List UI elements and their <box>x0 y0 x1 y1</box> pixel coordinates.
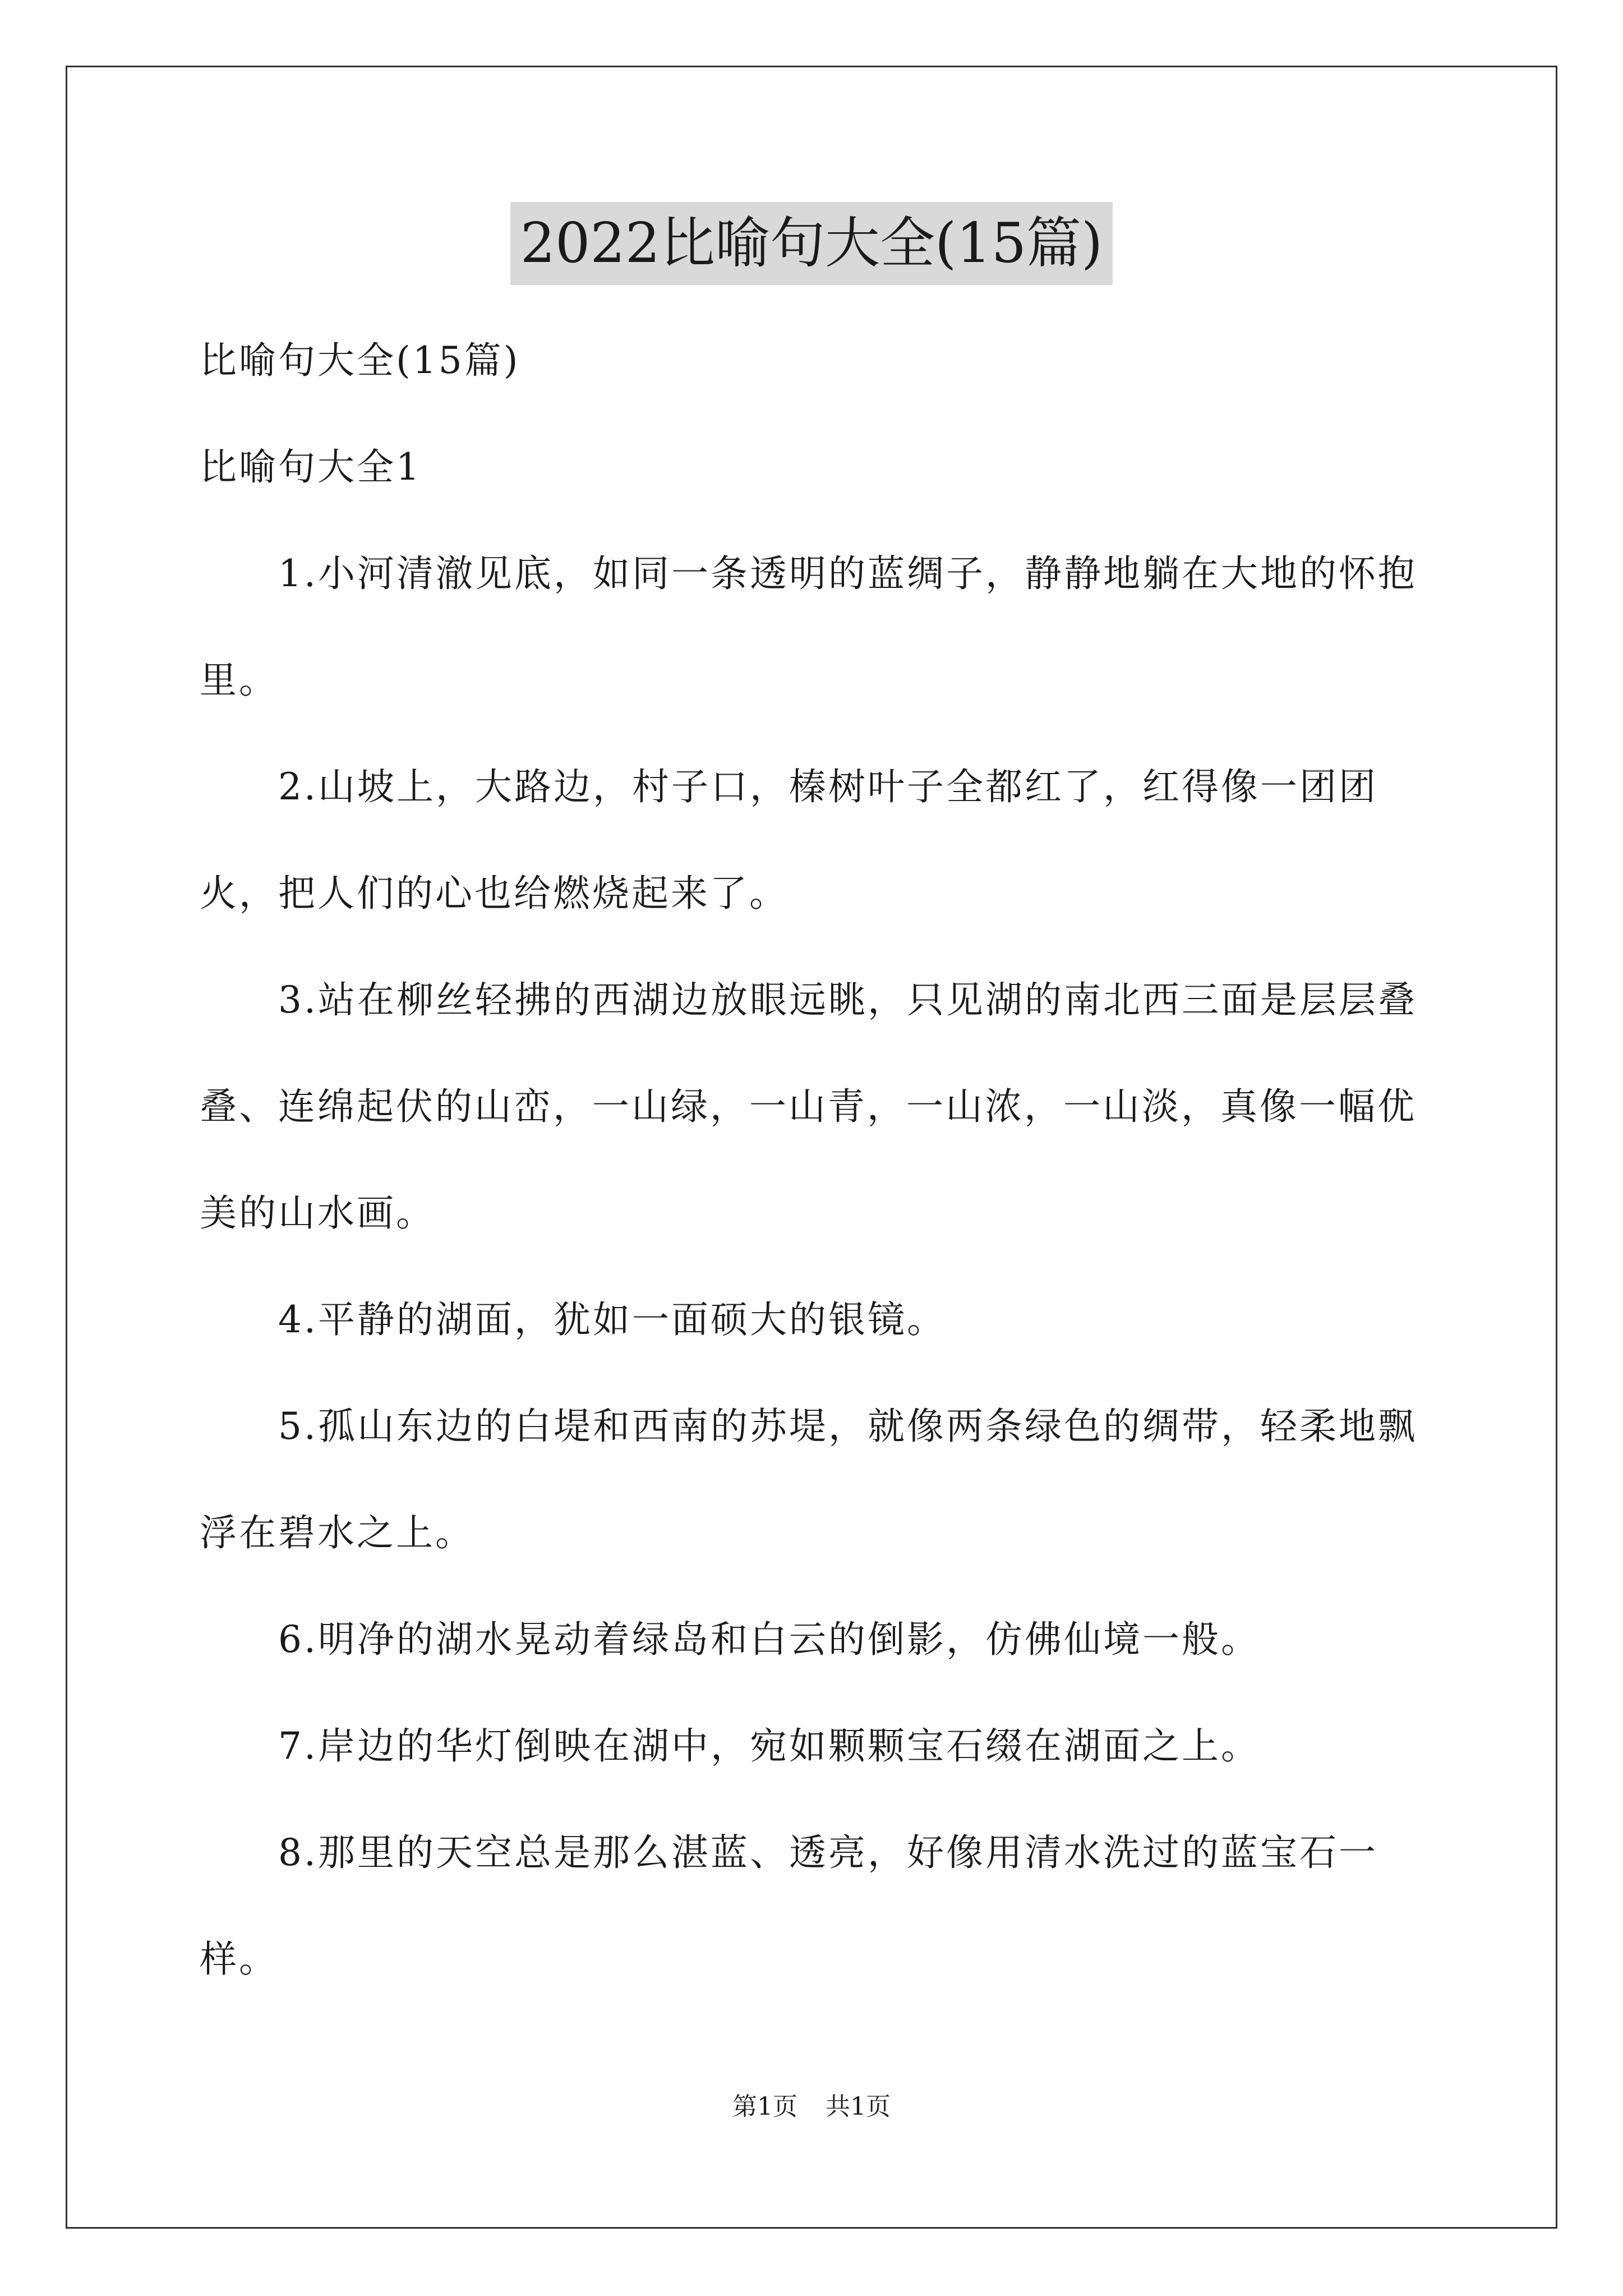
page-total: 共1页 <box>826 2092 891 2121</box>
title-container <box>0 202 1623 285</box>
body-paragraph: 5.孤山东边的白堤和西南的苏堤，就像两条绿色的绸带，轻柔地飘浮在碧水之上。 <box>200 1405 1417 1554</box>
page-footer <box>0 2090 1623 2124</box>
subtitle-paragraph: 比喻句大全(15篇) <box>200 339 520 382</box>
body-paragraph: 4.平静的湖面，犹如一面硕大的银镜。 <box>278 1298 946 1341</box>
body-paragraph: 3.站在柳丝轻拂的西湖边放眼远眺，只见湖的南北西三面是层层叠叠、连绵起伏的山峦，一山绿，一山青，一山浓，一山淡，真像一幅优美的山水画。 <box>200 978 1417 1235</box>
body-paragraph: 7.岸边的华灯倒映在湖中，宛如颗颗宝石缀在湖面之上。 <box>278 1724 1260 1768</box>
body-paragraph: 1.小河清澈见底，如同一条透明的蓝绸子，静静地躺在大地的怀抱里。 <box>200 552 1417 702</box>
body-paragraph: 8.那里的天空总是那么湛蓝、透亮，好像用清水洗过的蓝宝石一样。 <box>200 1831 1378 1981</box>
section-heading: 比喻句大全1 <box>200 445 422 489</box>
body-paragraph: 2.山坡上，大路边，村子口，榛树叶子全都红了，红得像一团团火，把人们的心也给燃烧起来了。 <box>200 765 1378 915</box>
page-number: 第1页 <box>732 2092 797 2121</box>
document-body <box>200 307 1422 2013</box>
document-title: 2022比喻句大全(15篇) <box>510 202 1113 285</box>
body-paragraph: 6.明净的湖水晃动着绿岛和白云的倒影，仿佛仙境一般。 <box>278 1618 1260 1661</box>
